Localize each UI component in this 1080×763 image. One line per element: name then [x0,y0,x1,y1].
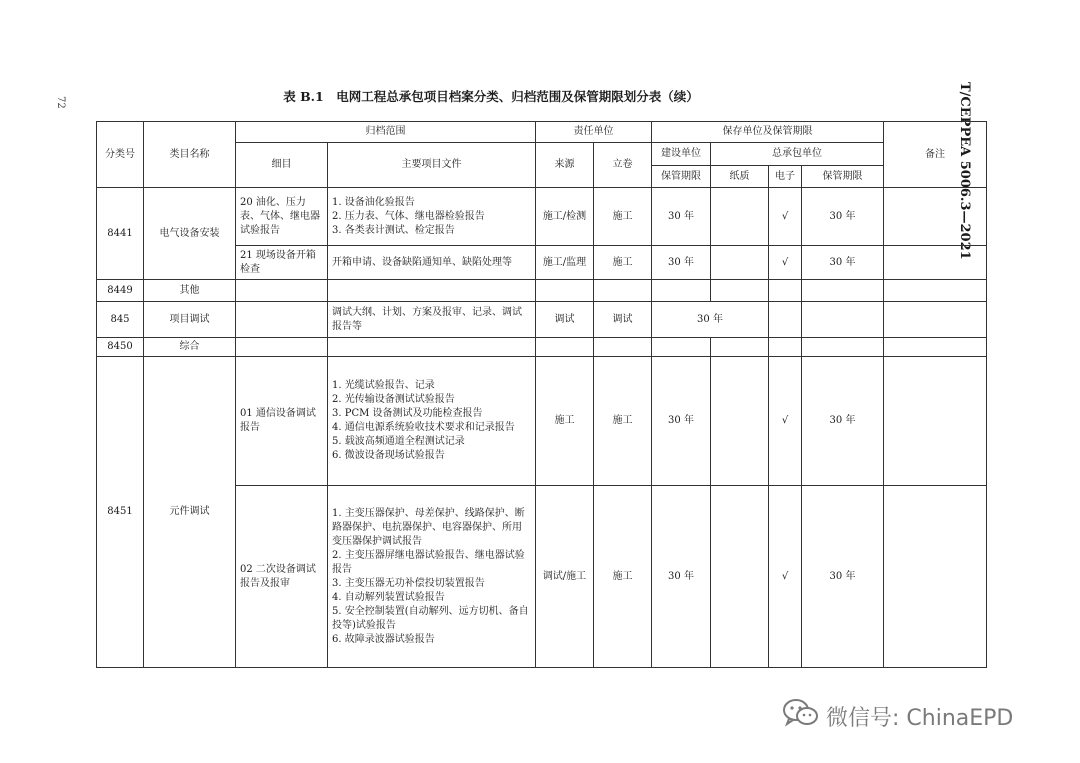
row-detail: 02 二次设备调试报告及报审 [236,486,328,668]
doc-item: 2. 压力表、气体、继电器检验报告 [332,210,485,222]
row-paper [711,486,769,668]
archive-table [96,121,987,668]
doc-item: 6. 微波设备现场试验报告 [332,450,445,461]
doc-item: 3. 主变压器无功补偿投切装置报告 [332,577,485,589]
header-contractor: 总承包单位 [711,143,884,166]
header-code: 分类号 [97,122,144,188]
header-remarks: 备注 [884,122,987,188]
row-detail [236,302,328,338]
row-builder-period: 30 年 [652,302,769,338]
row-code: 8441 [97,188,144,280]
row-filing: 施工 [594,246,652,280]
header-filing: 立卷 [594,143,652,188]
row-category: 元件调试 [144,357,236,668]
doc-item: 开箱申请、设备缺陷通知单、缺陷处理等 [332,256,512,268]
doc-item: 1. 光缆试验报告、记录 [332,380,435,391]
row-remarks [884,246,987,280]
doc-item: 5. 载波高频通道全程测试记录 [332,436,465,447]
page-number: 72 [55,96,66,109]
row-category: 综合 [144,338,236,357]
doc-item: 5. 安全控制装置(自动解列、远方切机、备自投等)试验报告 [332,605,529,631]
row-contractor-period: 30 年 [802,357,884,486]
doc-item: 3. 各类表计测试、检定报告 [332,224,455,236]
doc-item: 6. 故障录波器试验报告 [332,633,435,645]
row-contractor-period: 30 年 [802,246,884,280]
header-row-1 [97,122,987,143]
table-row [97,302,987,338]
row-source: 施工 [536,357,594,486]
header-period: 保管期限 [652,166,711,188]
row-paper [711,188,769,246]
row-detail: 21 现场设备开箱检查 [236,246,328,280]
row-paper [711,357,769,486]
row-docs [328,486,536,668]
row-docs [328,302,536,338]
header-responsible: 责任单位 [536,122,652,143]
standard-code: T/CEPPEA 5006.3—2021 [957,82,972,260]
row-category: 项目调试 [144,302,236,338]
row-code: 8449 [97,280,144,302]
doc-item: 4. 自动解列装置试验报告 [332,591,445,603]
header-category: 类目名称 [144,122,236,188]
row-code: 8450 [97,338,144,357]
header-period2: 保管期限 [802,166,884,188]
header-archive-scope: 归档范围 [236,122,536,143]
row-remarks [884,188,987,246]
header-source: 来源 [536,143,594,188]
row-docs [328,188,536,246]
row-filing: 调试 [594,302,652,338]
header-paper: 纸质 [711,166,769,188]
doc-item: 1. 设备油化验报告 [332,196,415,208]
header-storage: 保存单位及保管期限 [652,122,884,143]
table-row [97,188,987,246]
row-detail: 01 通信设备调试报告 [236,357,328,486]
table-row [97,338,987,357]
row-electronic: √ [769,357,802,486]
row-code: 8451 [97,357,144,668]
header-main-docs: 主要项目文件 [328,143,536,188]
row-source: 调试 [536,302,594,338]
header-electronic: 电子 [769,166,802,188]
doc-item: 3. PCM 设备测试及功能检查报告 [332,408,483,419]
row-builder-period: 30 年 [652,246,711,280]
row-docs [328,357,536,486]
row-source: 施工/检测 [536,188,594,246]
row-filing: 施工 [594,486,652,668]
row-contractor-period: 30 年 [802,188,884,246]
row-builder-period: 30 年 [652,188,711,246]
row-source: 施工/监理 [536,246,594,280]
doc-item: 2. 光传输设备测试试验报告 [332,394,455,405]
doc-item: 2. 主变压器屏继电器试验报告、继电器试验报告 [332,549,525,575]
row-paper [711,246,769,280]
row-filing: 施工 [594,357,652,486]
table-row [97,280,987,302]
table-title: 表 B.1 电网工程总承包项目档案分类、归档范围及保管期限划分表（续） [283,89,699,104]
doc-item: 调试大纲、计划、方案及报审、记录、调试报告等 [332,306,522,332]
row-detail: 20 油化、压力表、气体、继电器试验报告 [236,188,328,246]
watermark [782,698,1013,734]
doc-item: 1. 主变压器保护、母差保护、线路保护、断路器保护、电抗器保护、电容器保护、所用变压器保护调试报告 [332,507,525,547]
row-code: 845 [97,302,144,338]
header-detail: 细目 [236,143,328,188]
row-contractor-period: 30 年 [802,486,884,668]
row-builder-period: 30 年 [652,357,711,486]
row-filing: 施工 [594,188,652,246]
doc-item: 4. 通信电源系统验收技术要求和记录报告 [332,422,515,433]
row-docs [328,246,536,280]
row-remarks [884,486,987,668]
row-electronic: √ [769,486,802,668]
watermark-text: 微信号: ChinaEPD [826,705,1014,731]
row-remarks [884,357,987,486]
row-category: 电气设备安装 [144,188,236,280]
row-category: 其他 [144,280,236,302]
table-row [97,357,987,486]
row-electronic: √ [769,188,802,246]
row-electronic: √ [769,246,802,280]
row-source: 调试/施工 [536,486,594,668]
row-builder-period: 30 年 [652,486,711,668]
wechat-icon [782,698,820,734]
header-builder: 建设单位 [652,143,711,166]
